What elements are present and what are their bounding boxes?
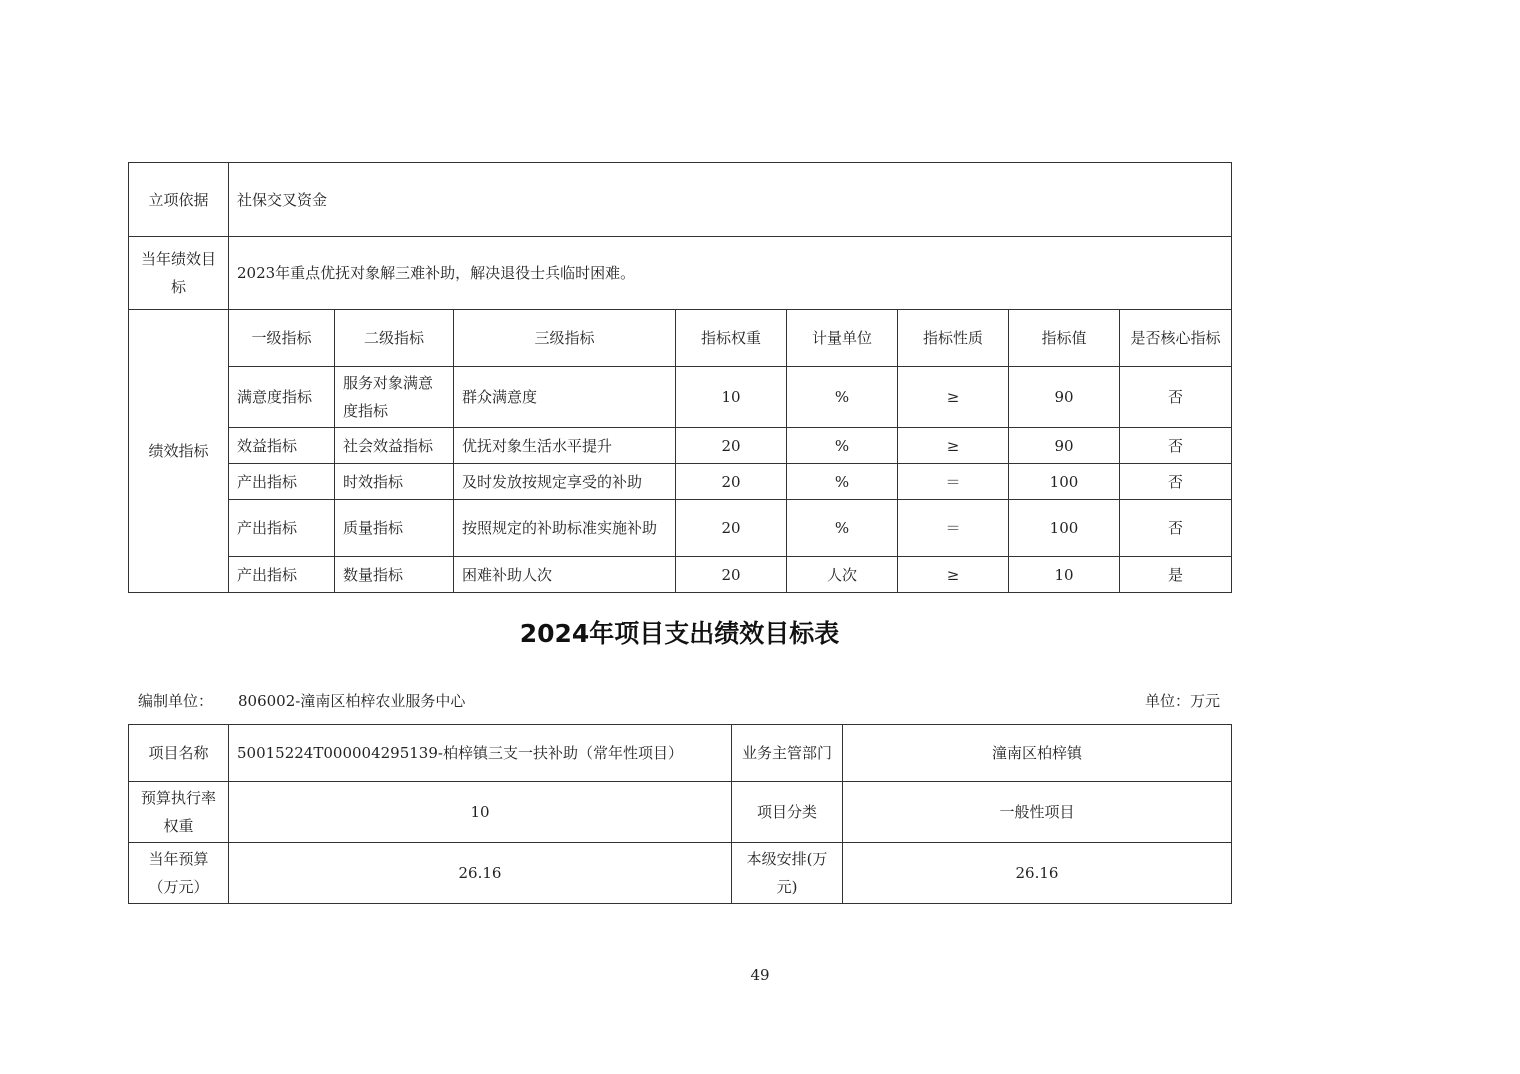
basis-value: 社保交叉资金 xyxy=(229,163,1232,237)
cell-weight: 20 xyxy=(676,557,787,593)
basis-label: 立项依据 xyxy=(129,163,229,237)
cell-level3: 及时发放按规定享受的补助 xyxy=(454,464,676,500)
cell-level2: 质量指标 xyxy=(335,500,454,557)
cell-core: 否 xyxy=(1120,464,1232,500)
local-budget-label: 本级安排(万元) xyxy=(732,843,843,904)
table-row xyxy=(129,557,1232,593)
section-title: 2024年项目支出绩效目标表 xyxy=(519,619,840,648)
cell-unit: % xyxy=(787,500,898,557)
cell-value: 100 xyxy=(1009,464,1120,500)
table-row xyxy=(129,464,1232,500)
category-value: 一般性项目 xyxy=(843,782,1232,843)
header-cell: 三级指标 xyxy=(454,310,676,367)
indicators-label: 绩效指标 xyxy=(129,310,229,593)
cell-nature: ≥ xyxy=(898,557,1009,593)
org-unit-value: 806002-潼南区柏梓农业服务中心 xyxy=(238,692,466,710)
cell-level1: 产出指标 xyxy=(229,464,335,500)
project-name-value: 50015224T000004295139-柏梓镇三支一扶补助（常年性项目） xyxy=(229,725,732,782)
cell-weight: 10 xyxy=(676,367,787,428)
currency-unit: 单位：万元 xyxy=(1144,692,1220,710)
cell-level2: 社会效益指标 xyxy=(335,428,454,464)
cell-nature: ＝ xyxy=(898,500,1009,557)
cell-value: 10 xyxy=(1009,557,1120,593)
cell-nature: ≥ xyxy=(898,428,1009,464)
performance-indicator-table xyxy=(128,162,1232,593)
cell-level1: 效益指标 xyxy=(229,428,335,464)
category-label: 项目分类 xyxy=(732,782,843,843)
rate-label: 预算执行率权重 xyxy=(129,782,229,843)
dept-label: 业务主管部门 xyxy=(732,725,843,782)
org-unit-label: 编制单位： xyxy=(138,692,214,710)
cell-nature: ≥ xyxy=(898,367,1009,428)
header-cell: 指标权重 xyxy=(676,310,787,367)
cell-value: 90 xyxy=(1009,428,1120,464)
cell-unit: % xyxy=(787,464,898,500)
cell-level3: 按照规定的补助标准实施补助 xyxy=(454,500,676,557)
header-cell: 指标值 xyxy=(1009,310,1120,367)
cell-level3: 群众满意度 xyxy=(454,367,676,428)
project-info-table xyxy=(128,724,1232,904)
cell-core: 否 xyxy=(1120,367,1232,428)
cell-weight: 20 xyxy=(676,464,787,500)
cell-level2: 时效指标 xyxy=(335,464,454,500)
cell-value: 100 xyxy=(1009,500,1120,557)
cell-unit: % xyxy=(787,428,898,464)
header-cell: 计量单位 xyxy=(787,310,898,367)
header-cell: 是否核心指标 xyxy=(1120,310,1232,367)
header-cell: 二级指标 xyxy=(335,310,454,367)
cell-level3: 优抚对象生活水平提升 xyxy=(454,428,676,464)
cell-weight: 20 xyxy=(676,500,787,557)
budget-label: 当年预算（万元） xyxy=(129,843,229,904)
header-cell: 一级指标 xyxy=(229,310,335,367)
budget-value: 26.16 xyxy=(229,843,732,904)
cell-level2: 数量指标 xyxy=(335,557,454,593)
cell-level1: 产出指标 xyxy=(229,557,335,593)
cell-core: 否 xyxy=(1120,500,1232,557)
dept-value: 潼南区柏梓镇 xyxy=(843,725,1232,782)
table-row xyxy=(129,500,1232,557)
cell-level1: 满意度指标 xyxy=(229,367,335,428)
local-budget-value: 26.16 xyxy=(843,843,1232,904)
cell-core: 否 xyxy=(1120,428,1232,464)
cell-core: 是 xyxy=(1120,557,1232,593)
table-row xyxy=(129,428,1232,464)
project-name-label: 项目名称 xyxy=(129,725,229,782)
cell-level2: 服务对象满意度指标 xyxy=(335,367,454,428)
rate-value: 10 xyxy=(229,782,732,843)
cell-nature: ＝ xyxy=(898,464,1009,500)
cell-unit: 人次 xyxy=(787,557,898,593)
cell-weight: 20 xyxy=(676,428,787,464)
cell-unit: % xyxy=(787,367,898,428)
cell-level3: 困难补助人次 xyxy=(454,557,676,593)
page-number: 49 xyxy=(750,966,770,984)
cell-value: 90 xyxy=(1009,367,1120,428)
goal-value: 2023年重点优抚对象解三难补助，解决退役士兵临时困难。 xyxy=(229,237,1232,310)
cell-level1: 产出指标 xyxy=(229,500,335,557)
goal-label: 当年绩效目标 xyxy=(129,237,229,310)
header-cell: 指标性质 xyxy=(898,310,1009,367)
table-row xyxy=(129,367,1232,428)
